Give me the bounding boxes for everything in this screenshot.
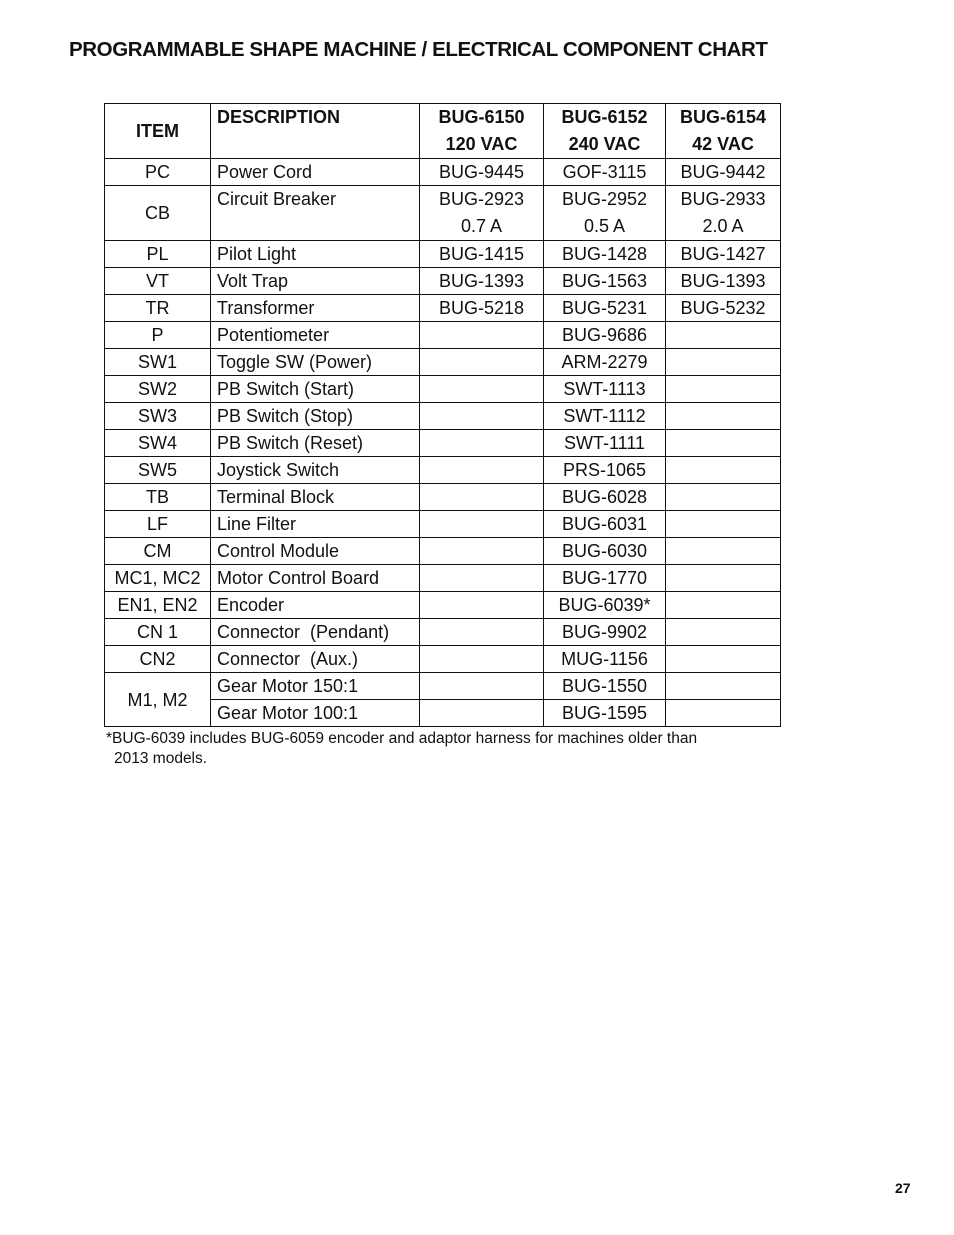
table-row [105,538,781,565]
part-cell-model-b: ARM-2279 [544,349,666,376]
part-cell-model-a: BUG-9445 [420,159,544,186]
table-row [105,673,781,700]
item-cell: P [105,322,211,349]
part-cell-model-c [666,484,781,511]
part-cell-model-c: BUG-1393 [666,268,781,295]
part-cell-model-b [544,186,666,241]
description-cell: Gear Motor 150:1 [211,673,420,700]
part-cell-model-c [666,403,781,430]
part-cell-model-a [420,403,544,430]
table-row [105,186,781,241]
description-cell: Joystick Switch [211,457,420,484]
part-cell-model-b: BUG-5231 [544,295,666,322]
description-cell: PB Switch (Start) [211,376,420,403]
part-cell-model-b: BUG-1595 [544,700,666,727]
description-cell: Motor Control Board [211,565,420,592]
part-cell-model-a [420,673,544,700]
part-cell-model-b: BUG-1770 [544,565,666,592]
header-model-a-name: BUG-6150 [438,107,525,127]
table-row [105,241,781,268]
table-row [105,484,781,511]
header-description: DESCRIPTION [211,104,420,159]
header-model-a [420,104,544,159]
item-cell: PC [105,159,211,186]
description-cell: Encoder [211,592,420,619]
part-cell-model-c [666,592,781,619]
part-cell-model-b: BUG-9686 [544,322,666,349]
description-cell: Toggle SW (Power) [211,349,420,376]
part-cell-model-a [420,376,544,403]
table-row [105,349,781,376]
part-cell-model-a [420,619,544,646]
table-row [105,457,781,484]
part-cell-model-b: SWT-1112 [544,403,666,430]
part-cell-model-b: GOF-3115 [544,159,666,186]
breaker-rating: 0.5 A [583,216,626,236]
footnote-line-2: 2013 models. [114,750,208,767]
part-cell-model-c [666,700,781,727]
description-cell: PB Switch (Stop) [211,403,420,430]
item-cell: PL [105,241,211,268]
part-cell-model-c: BUG-9442 [666,159,781,186]
part-cell-model-a [420,484,544,511]
breaker-rating: 2.0 A [702,216,744,236]
item-cell: M1, M2 [105,673,211,727]
header-model-c [666,104,781,159]
part-cell-model-b: BUG-6030 [544,538,666,565]
header-model-c-voltage: 42 VAC [692,134,754,154]
breaker-rating: 0.7 A [460,216,503,236]
part-cell-model-a [420,349,544,376]
description-cell: Volt Trap [211,268,420,295]
item-cell: CN 1 [105,619,211,646]
item-cell: VT [105,268,211,295]
table-row [105,268,781,295]
description-cell: Power Cord [211,159,420,186]
part-cell-model-c [666,376,781,403]
table-row [105,592,781,619]
description-cell: Gear Motor 100:1 [211,700,420,727]
description-cell: Control Module [211,538,420,565]
part-cell-model-c [666,673,781,700]
table-row [105,159,781,186]
part-cell-model-b: SWT-1111 [544,430,666,457]
part-cell-model-a [420,511,544,538]
item-cell: EN1, EN2 [105,592,211,619]
item-cell: CB [105,186,211,241]
description-cell: Terminal Block [211,484,420,511]
footnote-line-1: *BUG-6039 includes BUG-6059 encoder and adaptor harness for machines older than [106,730,698,747]
part-cell-model-c [666,186,781,241]
part-cell-model-a [420,700,544,727]
part-cell-model-c [666,565,781,592]
table-row [105,646,781,673]
part-cell-model-a [420,457,544,484]
part-cell-model-a: BUG-1393 [420,268,544,295]
part-cell-model-a [420,322,544,349]
header-model-a-voltage: 120 VAC [445,134,518,154]
part-cell-model-c [666,457,781,484]
table-row [105,403,781,430]
part-cell-model-c [666,322,781,349]
part-cell-model-a [420,430,544,457]
item-cell: MC1, MC2 [105,565,211,592]
header-model-c-name: BUG-6154 [679,107,767,127]
page-title: PROGRAMMABLE SHAPE MACHINE / ELECTRICAL COMPONENT CHART [69,38,768,61]
table-row [105,430,781,457]
item-cell: CN2 [105,646,211,673]
item-cell: SW2 [105,376,211,403]
item-cell: TB [105,484,211,511]
description-cell: Connector (Pendant) [211,619,420,646]
footnote [106,729,697,769]
description-cell: Pilot Light [211,241,420,268]
table-row [105,565,781,592]
part-cell-model-b: PRS-1065 [544,457,666,484]
part-cell-model-a [420,538,544,565]
component-chart-table [104,103,781,727]
part-cell-model-b: MUG-1156 [544,646,666,673]
part-cell-model-c [666,349,781,376]
item-cell: SW1 [105,349,211,376]
item-cell: SW3 [105,403,211,430]
description-cell: Potentiometer [211,322,420,349]
header-model-b-voltage: 240 VAC [568,134,641,154]
part-cell-model-c [666,511,781,538]
description-cell: Connector (Aux.) [211,646,420,673]
part-cell-model-c [666,430,781,457]
part-cell-model-c: BUG-5232 [666,295,781,322]
page-number: 27 [895,1180,911,1196]
description-cell: PB Switch (Reset) [211,430,420,457]
description-cell: Transformer [211,295,420,322]
part-cell-model-b: BUG-9902 [544,619,666,646]
table-row [105,511,781,538]
table-row [105,376,781,403]
item-cell: TR [105,295,211,322]
part-cell-model-c [666,538,781,565]
item-cell: SW5 [105,457,211,484]
table-header-row [105,104,781,159]
item-cell: CM [105,538,211,565]
part-cell-model-c [666,619,781,646]
part-number: BUG-2923 [438,189,525,209]
table-row [105,619,781,646]
description-cell: Line Filter [211,511,420,538]
part-cell-model-a: BUG-5218 [420,295,544,322]
header-item: ITEM [105,104,211,159]
item-cell: SW4 [105,430,211,457]
part-number: BUG-2952 [561,189,648,209]
part-cell-model-b: SWT-1113 [544,376,666,403]
part-cell-model-a [420,565,544,592]
part-cell-model-a: BUG-1415 [420,241,544,268]
part-cell-model-c: BUG-1427 [666,241,781,268]
part-cell-model-b: BUG-1563 [544,268,666,295]
header-model-b-name: BUG-6152 [561,107,648,127]
part-cell-model-c [666,646,781,673]
table-row [105,295,781,322]
part-cell-model-b: BUG-1550 [544,673,666,700]
part-cell-model-b: BUG-6028 [544,484,666,511]
part-cell-model-a [420,592,544,619]
part-number: BUG-2933 [680,189,766,209]
header-model-b [544,104,666,159]
part-cell-model-b: BUG-1428 [544,241,666,268]
item-cell: LF [105,511,211,538]
table-row [105,322,781,349]
part-cell-model-a [420,646,544,673]
part-cell-model-b: BUG-6039* [544,592,666,619]
description-cell: Circuit Breaker [211,186,420,241]
part-cell-model-a [420,186,544,241]
part-cell-model-b: BUG-6031 [544,511,666,538]
